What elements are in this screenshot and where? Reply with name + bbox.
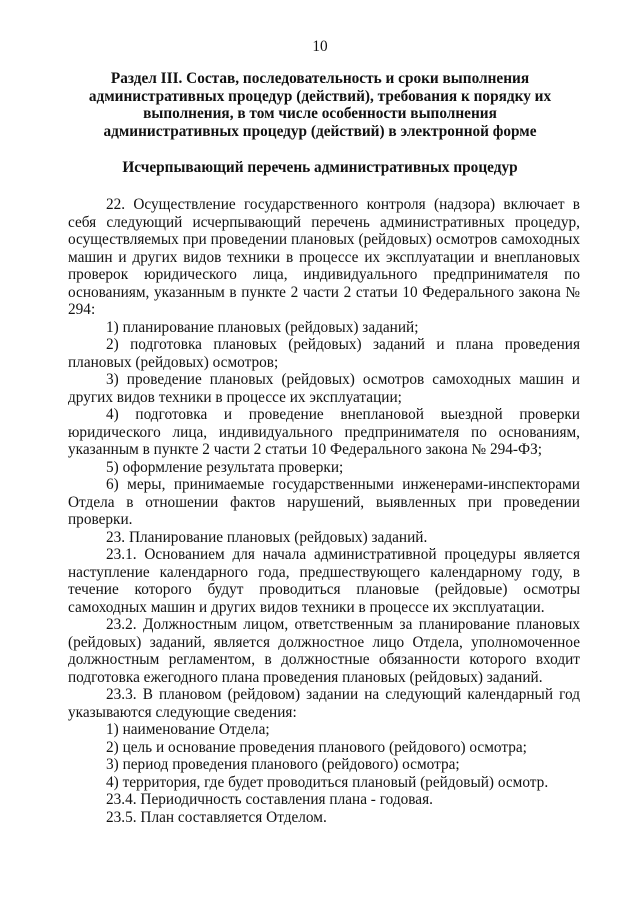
list-item: 5) оформление результата проверки; (106, 458, 344, 476)
list-item: 1) планирование плановых (рейдовых) заданий; (106, 318, 419, 336)
paragraph-23-5: 23.5. План составляется Отделом. (106, 808, 327, 826)
paragraph-23-2: 23.2. Должностным лицом, ответственным за планирование плановых (рейдовых) заданий, является должностное лицо Отдела, уполномоченное должностным регламентом, в должностные обязанности которого входит подготовка ежегодного плана проведения плановых (рейдовых) заданий. (68, 616, 580, 686)
list-item: 4) подготовка и проведение внеплановой выездной проверки юридического лица, индивидуального предпринимателя по основаниям, указанным в пункте 2 части 2 статьи 10 Федерального закона № 294-ФЗ; (68, 406, 580, 458)
paragraph-23-1: 23.1. Основанием для начала административной процедуры является наступление календарного года, предшествующего календарному году, в течение которого будут проводиться плановые (рейдовые) осмотры самоходных машин и других видов техники в процессе их эксплуатации. (68, 546, 580, 616)
subsection-title: Исчерпывающий перечень административных процедур (122, 159, 518, 176)
paragraph-23: 23. Планирование плановых (рейдовых) заданий. (106, 528, 428, 546)
list-item: 6) меры, принимаемые государственными инженерами-инспекторами Отдела в отношении фактов нарушений, выявленных при проведении проверки. (68, 476, 580, 528)
list-item: 2) цель и основание проведения планового (рейдового) осмотра; (106, 738, 527, 756)
page-number: 10 (312, 38, 328, 55)
section-title: Раздел III. Состав, последовательность и сроки выполнения административных процедур (действий), требования к порядку их выполнения, в том числе особенности выполнения административных процедур (действий) в электронной форме (88, 70, 552, 140)
list-item: 4) территория, где будет проводиться плановый (рейдовый) осмотр. (106, 773, 549, 791)
paragraph-23-3: 23.3. В плановом (рейдовом) задании на следующий календарный год указываются следующие сведения: (68, 686, 580, 721)
list-item: 3) период проведения планового (рейдового) осмотра; (106, 756, 460, 773)
list-item: 1) наименование Отдела; (106, 721, 270, 738)
paragraph-22: 22. Осуществление государственного контроля (надзора) включает в себя следующий исчерпывающий перечень административных процедур, осуществляемых при проведении плановых (рейдовых) осмотров самоходных машин и других видов техники в процессе их эксплуатации и внеплановых проверок юридического лица, индивидуального предпринимателя по основаниям, указанным в пункте 2 части 2 статьи 10 Федерального закона № 294: (68, 196, 580, 318)
paragraph-23-4: 23.4. Периодичность составления плана - годовая. (106, 791, 433, 808)
list-item: 3) проведение плановых (рейдовых) осмотров самоходных машин и других видов техники в процессе их эксплуатации; (68, 371, 580, 406)
document-body (68, 196, 580, 826)
list-item: 2) подготовка плановых (рейдовых) заданий и плана проведения плановых (рейдовых) осмотров; (68, 336, 580, 371)
